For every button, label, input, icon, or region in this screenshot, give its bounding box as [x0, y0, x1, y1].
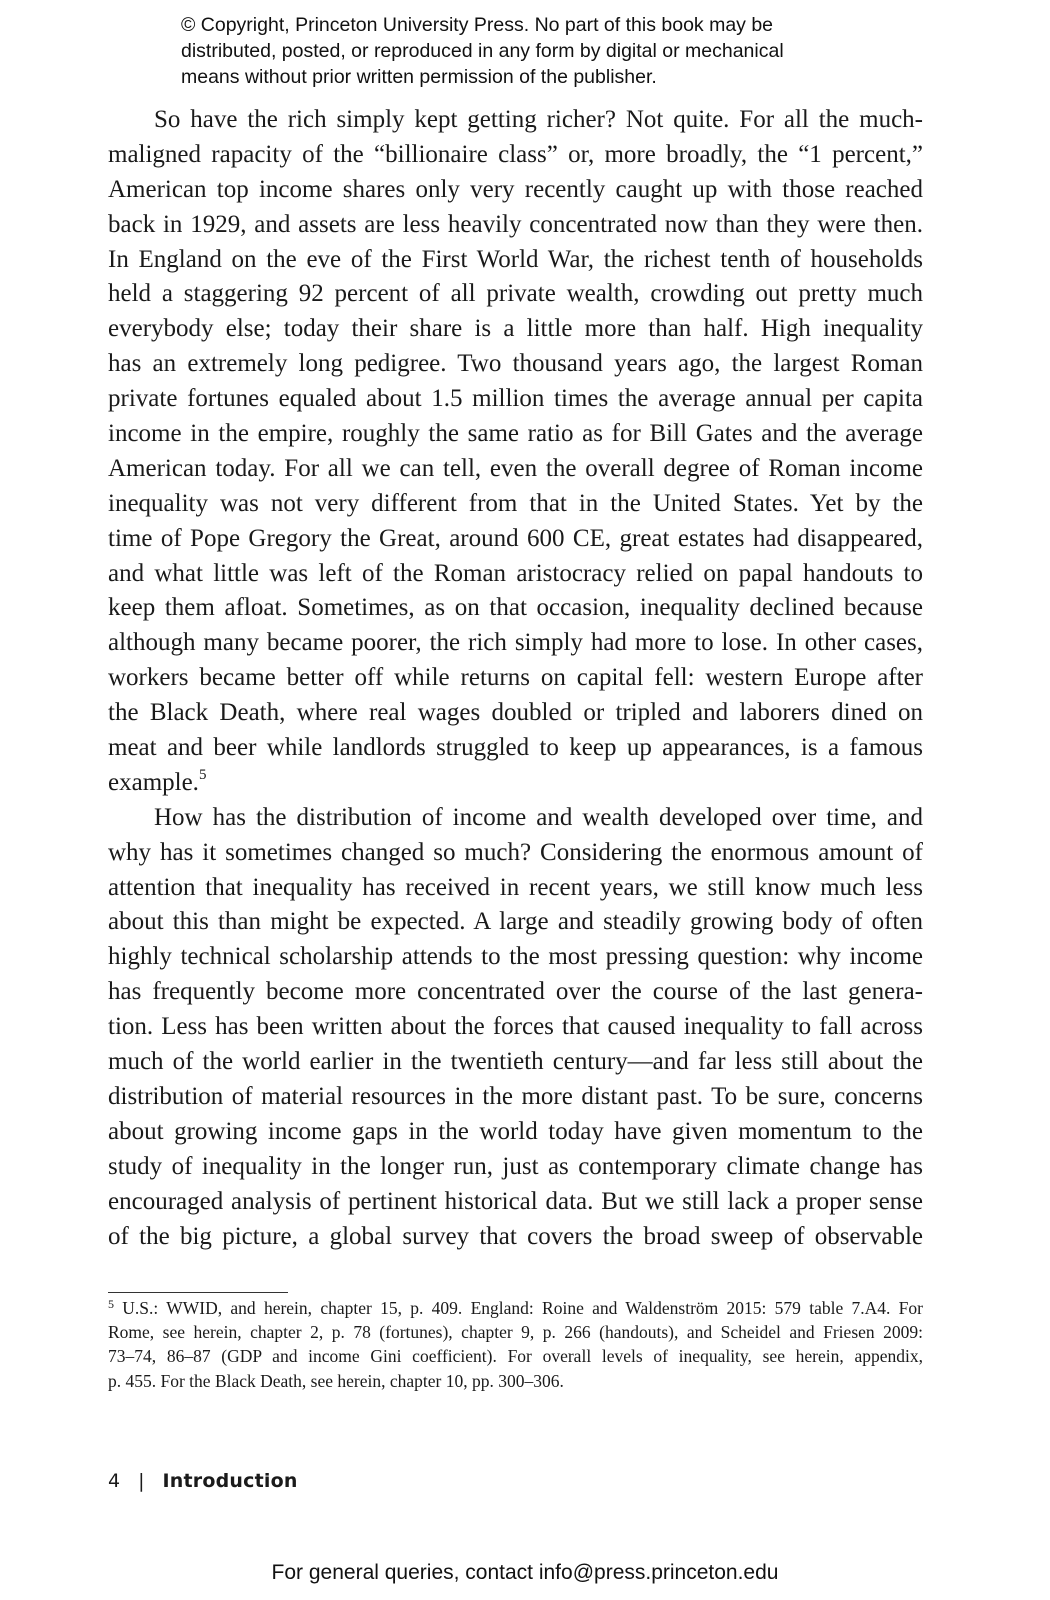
section-title: Introduction [162, 1470, 298, 1492]
text-line: back in 1929, and assets are less heavily concentrated now than they were then. [108, 210, 923, 238]
text-line: although many became poorer, the rich simply had more to lose. In other cases, [108, 629, 923, 657]
text-line: income in the empire, roughly the same ratio as for Bill Gates and the average [108, 420, 923, 448]
body-text [108, 103, 923, 1254]
text-line: the Black Death, where real wages doubled or tripled and laborers dined on [108, 699, 923, 727]
footnote-line [108, 1296, 923, 1320]
text-line: attention that inequality has received in recent years, we still know much less [108, 873, 923, 901]
text-line: much of the world earlier in the twentieth century—and far less still about the [108, 1048, 923, 1076]
paragraph [108, 103, 923, 801]
footnote-line: 73–74, 86–87 (GDP and income Gini coefficient). For overall levels of inequality, see herein, appendix, [108, 1346, 923, 1367]
text-line: highly technical scholarship attends to the most pressing question: why income [108, 943, 923, 971]
text-line: In England on the eve of the First World War, the richest tenth of households [108, 245, 923, 273]
footnote-marker: 5 [108, 1297, 114, 1311]
text-line: study of inequality in the longer run, just as contemporary climate change has [108, 1152, 923, 1180]
text-line: meat and beer while landlords struggled to keep up appearances, is a famous [108, 734, 923, 762]
text-line: about growing income gaps in the world today have given momentum to the [108, 1117, 923, 1145]
copyright-line: distributed, posted, or reproduced in any form by digital or mechanical [181, 40, 784, 62]
footnote [108, 1296, 923, 1393]
copyright-line: means without prior written permission of the publisher. [181, 66, 657, 88]
page-number: 4 [108, 1470, 121, 1492]
text-line: tion. Less has been written about the forces that caused inequality to fall across [108, 1013, 923, 1041]
text-line: and what little was left of the Roman aristocracy relied on papal handouts to [108, 559, 923, 587]
text-line: has frequently become more concentrated over the course of the last genera- [108, 978, 923, 1006]
footnote-line-content: U.S.: WWID, and herein, chapter 15, p. 409. England: Roine and Waldenström 2015: 579 table 7.A4. For [114, 1298, 923, 1318]
text-line: How has the distribution of income and wealth developed over time, and [154, 803, 923, 831]
text-line: private fortunes equaled about 1.5 million times the average annual per capita [108, 385, 923, 413]
text-line: of the big picture, a global survey that covers the broad sweep of observable [108, 1222, 923, 1250]
text-line: time of Pope Gregory the Great, around 600 CE, great estates had disappeared, [108, 524, 923, 552]
text-line: held a staggering 92 percent of all private wealth, crowding out pretty much [108, 280, 923, 308]
text-line: has an extremely long pedigree. Two thousand years ago, the largest Roman [108, 350, 923, 378]
text-line: why has it sometimes changed so much? Considering the enormous amount of [108, 838, 923, 866]
footer-separator: | [138, 1470, 145, 1492]
footnote-reference[interactable]: 5 [198, 766, 207, 783]
running-footer [108, 1470, 298, 1492]
text-line: distribution of material resources in the more distant past. To be sure, concerns [108, 1082, 923, 1110]
copyright-notice [181, 12, 901, 90]
footnote-divider [108, 1292, 288, 1293]
text-line: American top income shares only very recently caught up with those reached [108, 175, 923, 203]
text-line: encouraged analysis of pertinent historical data. But we still lack a proper sense [108, 1187, 923, 1215]
text-line: everybody else; today their share is a little more than half. High inequality [108, 315, 923, 343]
copyright-line: © Copyright, Princeton University Press. No part of this book may be [181, 14, 774, 36]
text-line: American today. For all we can tell, even the overall degree of Roman income [108, 454, 923, 482]
text-line: keep them afloat. Sometimes, as on that occasion, inequality declined because [108, 594, 923, 622]
text-line: So have the rich simply kept getting richer? Not quite. For all the much- [154, 106, 923, 133]
text-line: workers became better off while returns on capital fell: western Europe after [108, 664, 923, 692]
text-line: maligned rapacity of the “billionaire class” or, more broadly, the “1 percent,” [108, 140, 923, 168]
footnote-line: p. 455. For the Black Death, see herein, chapter 10, pp. 300–306. [108, 1370, 564, 1391]
contact-notice: For general queries, contact info@press.princeton.edu [271, 1561, 779, 1584]
footnote-line: Rome, see herein, chapter 2, p. 78 (fortunes), chapter 9, p. 266 (handouts), and Scheidel and Friesen 2009: [108, 1322, 923, 1343]
text-line: about this than might be expected. A large and steadily growing body of often [108, 908, 923, 936]
text-line: inequality was not very different from that in the United States. Yet by the [108, 489, 923, 517]
text-line [108, 766, 923, 801]
text-line-content: example. [108, 768, 199, 796]
paragraph [108, 801, 923, 1255]
